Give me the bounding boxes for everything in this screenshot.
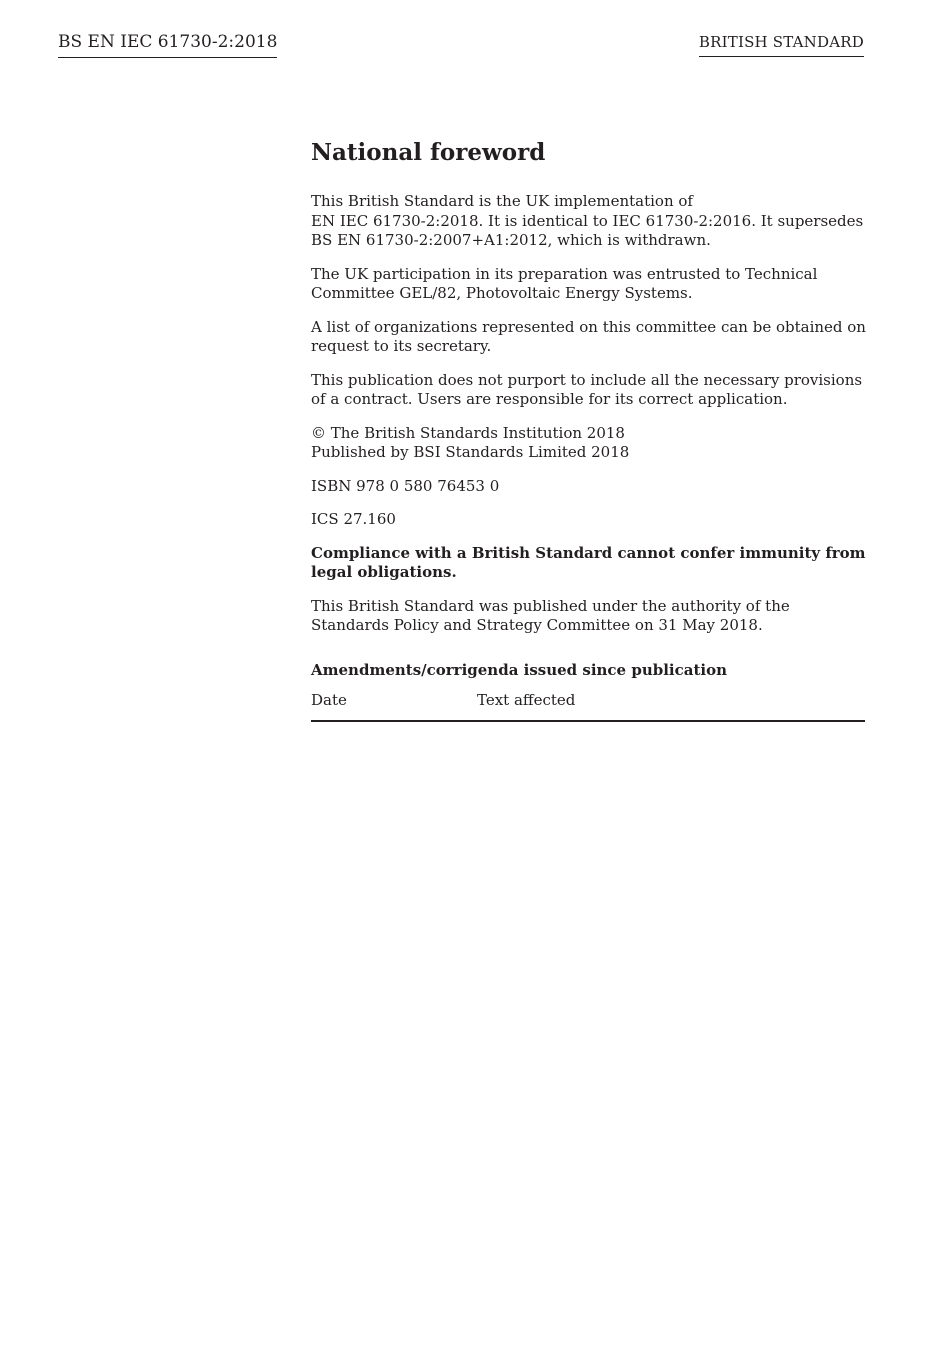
paragraph-line: This British Standard was published under the authority of the	[311, 596, 790, 615]
paragraph-line: legal obligations.	[311, 563, 457, 581]
amendments-heading: Amendments/corrigenda issued since publication	[311, 660, 727, 679]
isbn-line: ISBN 978 0 580 76453 0	[311, 476, 500, 495]
paragraph-line: This publication does not purport to include all the necessary provisions	[311, 370, 863, 389]
page-title: National foreword	[311, 139, 546, 166]
paragraph-line: This British Standard is the UK implementation of	[311, 192, 693, 210]
implementation-paragraph	[311, 192, 865, 251]
foreword-section	[311, 138, 865, 722]
standard-series-label: BRITISH STANDARD	[699, 32, 864, 57]
organizations-paragraph	[311, 318, 865, 357]
paragraph-line: Published by BSI Standards Limited 2018	[311, 443, 630, 461]
paragraph-line: Compliance with a British Standard cannot confer immunity from	[311, 543, 866, 562]
paragraph-line: of a contract. Users are responsible for its correct application.	[311, 390, 788, 408]
paragraph-line: BS EN 61730-2:2007+A1:2012, which is withdrawn.	[311, 231, 711, 249]
paragraph-line: request to its secretary.	[311, 337, 492, 355]
committee-paragraph	[311, 265, 865, 304]
provisions-paragraph	[311, 371, 865, 410]
paragraph-line: A list of organizations represented on this committee can be obtained on	[311, 317, 866, 336]
text-affected-column-header: Text affected	[477, 690, 576, 709]
amendments-table	[311, 690, 865, 722]
paragraph-line: © The British Standards Institution 2018	[311, 423, 625, 442]
paragraph-line: EN IEC 61730-2:2018. It is identical to IEC 61730-2:2016. It supersedes	[311, 211, 864, 230]
copyright-paragraph	[311, 424, 865, 463]
document-number: BS EN IEC 61730-2:2018	[58, 31, 277, 58]
compliance-notice	[311, 544, 865, 583]
ics-line: ICS 27.160	[311, 510, 396, 528]
paragraph-line: Standards Policy and Strategy Committee on 31 May 2018.	[311, 616, 763, 634]
authority-paragraph	[311, 597, 865, 636]
paragraph-line: Committee GEL/82, Photovoltaic Energy Systems.	[311, 284, 693, 302]
date-column-header: Date	[311, 690, 347, 709]
paragraph-line: The UK participation in its preparation was entrusted to Technical	[311, 264, 818, 283]
